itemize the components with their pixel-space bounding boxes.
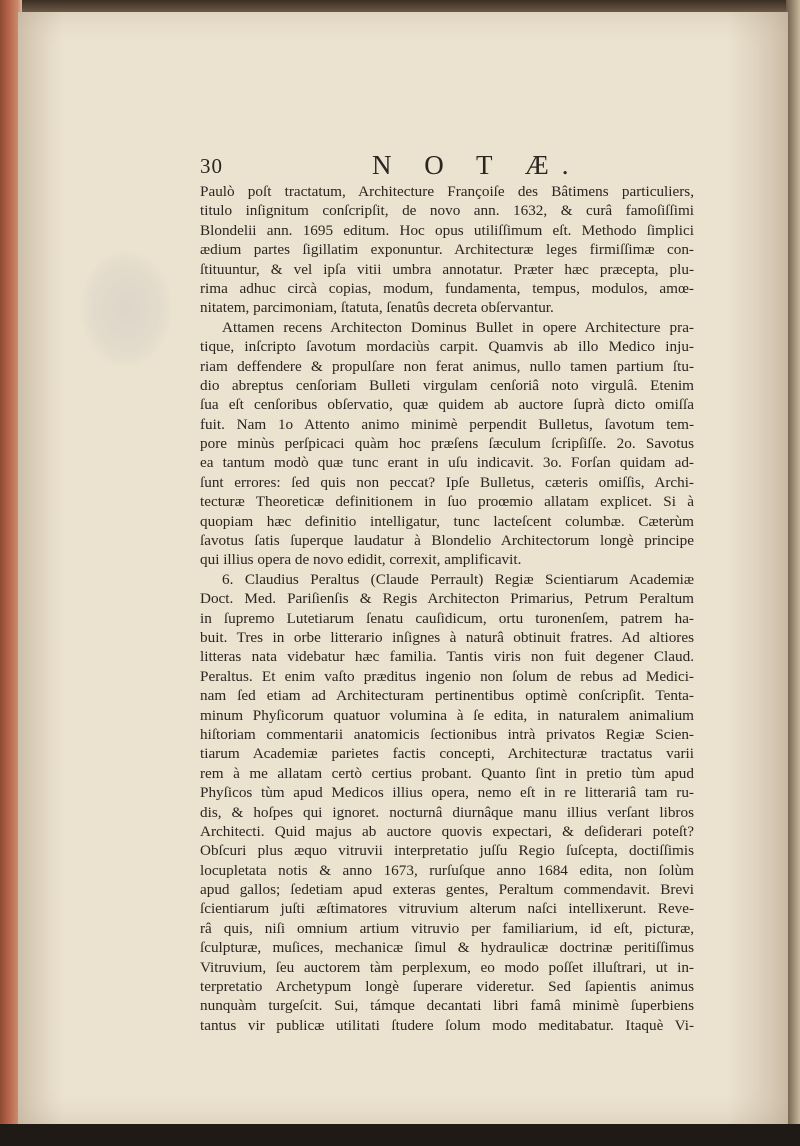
text-line: quopiam hæc definitio intelligatur, tunc lacteſcent columbæ. Cæterùm [200,512,694,530]
text-line: tantus vir publicæ utilitati ſtudere ſolum modo meditabatur. Itaquè Vi- [200,1016,694,1034]
text-line: titulo inſignitum conſcripſit, de novo ann. 1632, & curâ famoſiſſimi [200,202,694,220]
text-line: Vitruvium, ſeu auctorem tàm perplexum, eo modo poſſet illuſtrari, ut in- [200,958,694,976]
text-line: hiſtoriam commentarii anatomicis ſectionibus intrà privatos Regiæ Scien- [200,725,694,743]
text-line: pore minùs perſpicaci quàm hoc præſens ſæculum ſcripſiſſe. 2o. Savotus [200,435,694,453]
body-text [200,182,694,1035]
text-line: ædium partes ſigillatim exponuntur. Architecturæ leges firmiſſimæ con- [200,241,694,259]
page-number: 30 [200,154,223,178]
text-line: ea tantum modò quæ tunc erant in uſu indicavit. 3o. Forſan quidam ad- [200,454,694,472]
text-line: tique, inſcripto ſavotum mordaciùs carpit. Quamvis ab illo Medico inju- [200,338,694,356]
text-line: nunquàm turgeſcit. Sui, támque decantati libri famâ minimè ſuperbiens [200,997,694,1015]
text-line: buit. Tres in orbe litterario inſignes à naturâ obtinuit fratres. Ad altiores [200,628,694,646]
book-top-edge [0,0,800,12]
text-line: dio abreptus cenſoriam Bulleti virgulam cenſoriâ noto virgulâ. Etenim [200,376,694,394]
text-line: ſculpturæ, muſices, mechanicæ ſimul & hydraulicæ doctrinæ peritiſſimus [200,939,694,957]
text-line: qui illius opera de novo edidit, correxit, amplificavit. [200,551,522,569]
text-line: 6. Claudius Peraltus (Claude Perrault) Regiæ Scientiarum Academiæ [222,570,694,588]
running-title: N O T Æ. [372,150,582,180]
text-line: ſavotus ſatis ſuperque laudatur à Blondelio Architectorum longè principe [200,532,694,550]
text-line: Blondelii ann. 1695 editum. Hoc opus utiliſſimum eſt. Methodo ſimplici [200,221,694,239]
text-line: locupletata notis & anno 1673, rurſuſque anno 1684 edita, non ſolùm [200,861,694,879]
text-line: in ſupremo Lutetiarum ſenatu cauſidicum, ortu turonenſem, patrem ha- [200,609,694,627]
text-line: litteras nata videbatur hæc familia. Tantis viris non fuit degener Claud. [200,648,694,666]
text-line: ſunt errores: ſed quis non peccat? Ipſe Bulletus, cæteris omiſſis, Archi- [200,473,694,491]
text-line: Obſcuri plus æquo vitruvii interpretatio juſſu Regio ſuſcepta, doctiſſimis [200,842,694,860]
text-line: Peraltus. Et enim vaſto præditus ingenio non ſolum de rebus ad Medici- [200,667,694,685]
text-line: riam deffendere & propulſare non ferat animus, nullo tamen partium ſtu- [200,357,694,375]
text-line: Paulò poſt tractatum, Architecture Françoiſe des Bâtimens particuliers, [200,183,694,200]
text-line: ſtituuntur, & vel ipſa vitii umbra annotatur. Præter hæc præcepta, plu- [200,260,694,278]
text-line: rima adhuc circà copias, modum, fundamenta, tempus, modulos, amœ- [200,279,694,297]
text-line: Doct. Med. Pariſienſis & Regis Architecton Primarius, Petrum Peraltum [200,590,694,608]
scan-background-bottom [0,1124,800,1146]
text-line: râ quis, niſi omnium artium vitruvio per familiarium, id eſt, picturæ, [200,919,694,937]
text-line: dis, & hoſpes qui ignoret. nocturnâ diurnâque manu illius verſant libros [200,803,694,821]
text-line: apud gallos; ſedetiam apud exteras gentes, Peraltum commendavit. Brevi [200,881,694,899]
text-line: Attamen recens Architecton Dominus Bullet in opere Architecture pra- [222,318,694,336]
text-line: Architecti. Quid majus ab auctore quovis expectari, & deſiderari poteſt? [200,822,694,840]
text-line: fuit. Nam 1o Attento animo minimè perpendit Bulletus, ſavotum tem- [200,415,694,433]
text-line: nam ſed etiam ad Architecturam pertinentibus optimè conſcripſit. Tenta- [200,687,694,705]
text-line: terpretatio Archetypum longè ſuperare videretur. Sed ſapientis animus [200,978,694,996]
text-line: ſcientiarum juſti æſtimatores vitruvium alterum naſci intellixerunt. Reve- [200,900,694,918]
text-line: nitatem, parcimoniam, ſtatuta, ſenatûs decreta obſervantur. [200,299,554,317]
text-line: Phyſicos tùm apud Medicos illius opera, nemo eſt in re litterariâ tam ru- [200,784,694,802]
library-stamp-show-through [80,250,172,368]
text-line: tiarum Academiæ parietes factis concepti, Architecturæ tractatus varii [200,745,694,763]
text-line: rem à me allatam certò certius probant. Quanto ſint in pretio tùm apud [200,764,694,782]
page-header [200,150,760,186]
text-line: ſua eſt cenſoribus obſervatio, quæ quidem ab auctore ſuprà dicto omiſſa [200,396,694,414]
text-line: minum Phyſicorum quatuor volumina à ſe edita, in naturalem animalium [200,706,694,724]
book-gutter-right [786,0,800,1146]
text-line: tecturæ Theoreticæ definitionem in ſuo proœmio allatam explicet. Si à [200,493,694,511]
